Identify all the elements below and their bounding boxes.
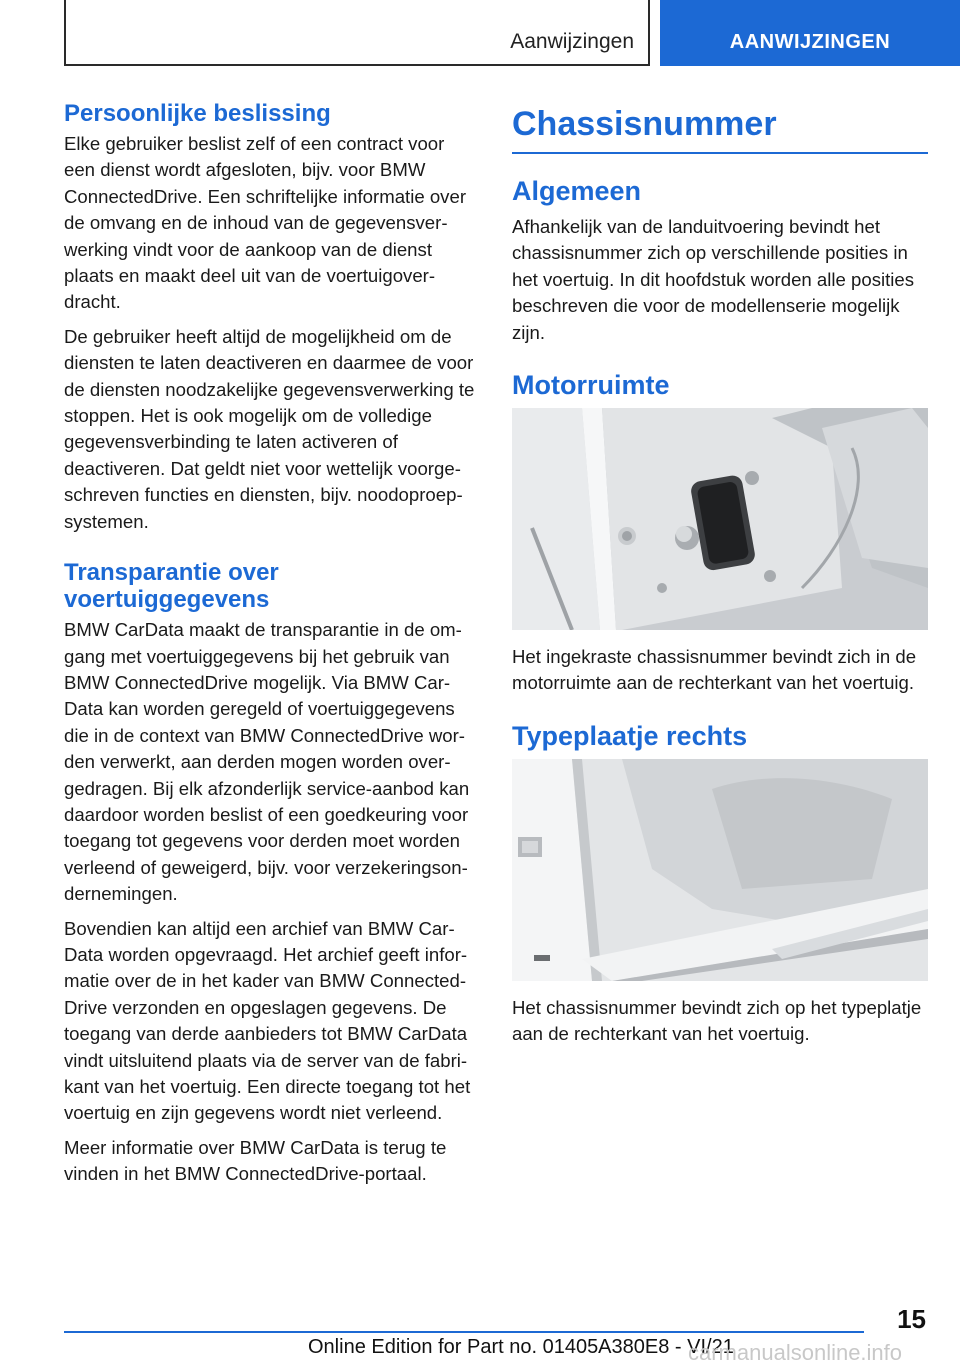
chapter-title: Chassisnummer xyxy=(512,105,777,143)
paragraph: Meer informatie over BMW CarData is terug te vinden in het BMW ConnectedDrive-portaal. xyxy=(64,1136,447,1185)
footer-divider xyxy=(64,1331,864,1333)
heading-typeplaatje: Typeplaatje rechts xyxy=(512,720,748,751)
heading-algemeen: Algemeen xyxy=(512,176,642,206)
heading-motorruimte: Motorruimte xyxy=(512,370,670,401)
heading-transparantie: Transparantie over voertuiggegevens xyxy=(64,559,279,614)
footer-watermark: carmanualsonline.info xyxy=(688,1340,903,1362)
left-column xyxy=(64,100,480,1196)
chapter-divider xyxy=(512,152,928,154)
type-plate-image xyxy=(512,759,928,981)
footer-edition: Online Edition for Part no. 01405A380E8 - VI/21 xyxy=(308,1336,734,1358)
paragraph: De gebruiker heeft altijd de mogelijkheid om de diensten te laten deactiveren en daarmee de voor de diensten noodzakelijke gegevensverwerking te stoppen. Het is ook mogelijk om de volledige gegevensverbinding te laten activeren of deactiveren. Dat geldt niet voor wettelijk voorgeschreven functies en diensten, bijv. noodoproepsystemen. xyxy=(64,325,475,532)
paragraph: Elke gebruiker beslist zelf of een contract voor een dienst wordt afgesloten, bijv. voor BMW ConnectedDrive. Een schriftelijke informatie over de omvang en de inhoud van de gegevensverwerking vindt voor de aankoop van de dienst plaats en maakt deel uit van de voertuigoverdracht. xyxy=(64,133,467,313)
page-number: 15 xyxy=(897,1304,926,1334)
right-column xyxy=(512,100,928,1056)
paragraph: Het ingekraste chassisnummer bevindt zich in de motorruimte aan de rechterkant van het voertuig. xyxy=(512,646,917,694)
header-frame xyxy=(64,0,650,66)
paragraph: Het chassisnummer bevindt zich op het typeplatje aan de rechterkant van het voertuig. xyxy=(512,996,922,1045)
engine-bay-image xyxy=(512,408,928,630)
heading-persoonlijke-beslissing: Persoonlijke beslissing xyxy=(64,100,331,127)
paragraph: Bovendien kan altijd een archief van BMW CarData worden opgevraagd. Het archief geeft informatie over de in het kader van BMW ConnectedDrive verzonden en opgeslagen gegevens. De toegang van derde aanbieders tot BMW CarData vindt uitsluitend plaats via de server van de fabrikant van het voertuig. Een directe toegang tot het voertuig en zijn gegevens wordt niet verleend. xyxy=(64,917,471,1124)
header-tab-label: AANWIJZINGEN xyxy=(729,31,891,53)
header-chapter-tab xyxy=(660,0,960,66)
header-section-title: Aanwijzingen xyxy=(510,30,634,53)
paragraph: BMW CarData maakt de transparantie in de omgang met voertuiggegevens bij het gebruik van BMW ConnectedDrive mogelijk. Via BMW CarData kan worden geregeld of voertuiggegevens die in de context van BMW ConnectedDrive worden verwerkt, aan derden mogen worden overgedragen. Bij elk afzonderlijk service-aanbod kan daardoor worden beslist of een goedkeuring voor toegang tot gegevens voor derden moet worden verleend of geweigerd, bijv. voor verzekeringsondernemingen. xyxy=(64,619,470,905)
paragraph: Afhankelijk van de landuitvoering bevindt het chassisnummer zich op verschillende posities in het voertuig. In dit hoofdstuk worden alle posities beschreven die voor de modellenserie mogelijk zijn. xyxy=(512,216,915,343)
